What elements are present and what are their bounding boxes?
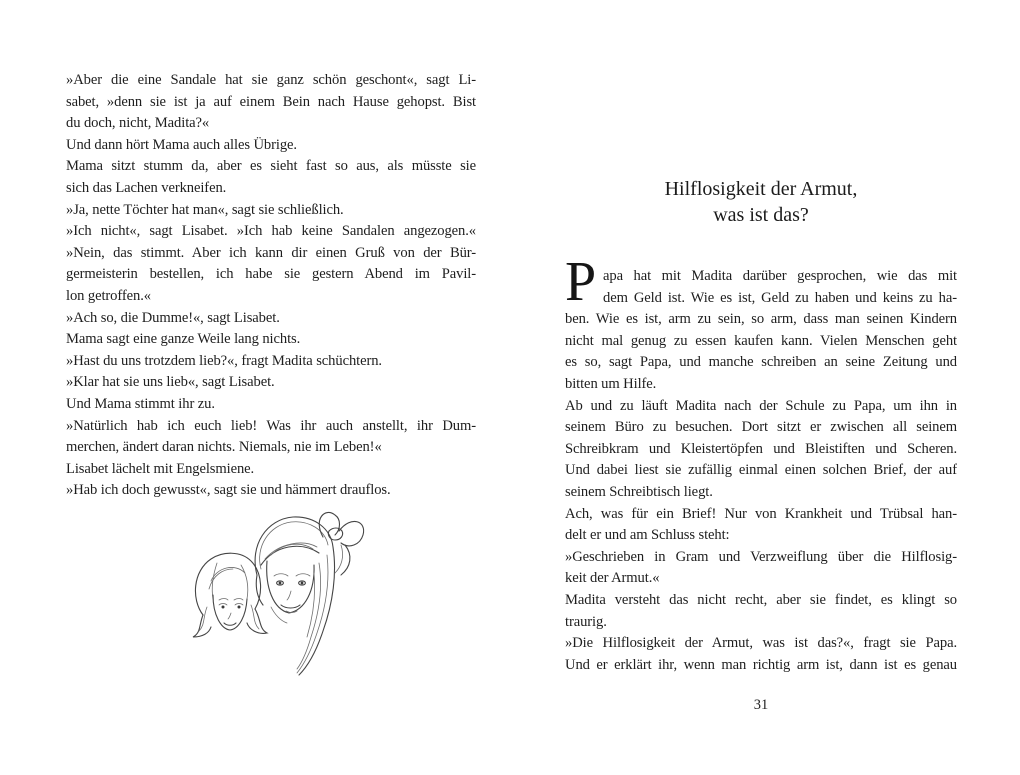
text-line: nicht mal genug zu essen kaufen kann. Vielen Menschen geht: [565, 332, 957, 349]
two-girls-illustration: [183, 503, 395, 679]
text-line: Lisabet lächelt mit Engelsmiene.: [66, 460, 255, 477]
text-line: Und dann hört Mama auch alles Übrige.: [66, 136, 297, 153]
text-line: apa hat mit Madita darüber gesprochen, wie das mit: [603, 268, 957, 284]
text-line: »Nein, das stimmt. Aber ich kann dir einen Gruß von der Bür-: [66, 244, 476, 261]
text-line: »Natürlich hab ich euch lieb! Was ihr auch anstellt, ihr Dum-: [66, 417, 476, 434]
text-line: germeisterin bestellen, ich habe sie gestern Abend im Pavil-: [66, 266, 476, 283]
text-line: dem Geld ist. Wie es ist, Geld zu haben und keins zu ha-: [603, 289, 957, 306]
two-girls-sketch-svg: [183, 503, 395, 679]
chapter-heading-line2: was ist das?: [713, 204, 809, 226]
text-line: sabet, »denn sie ist ja auf einem Bein nach Hause gehopst. Bist: [66, 93, 476, 110]
chapter-heading-line1: Hilflosigkeit der Armut,: [664, 178, 858, 200]
text-line: seinem Büro zu besuchen. Dort sitzt er zwischen all seinem: [565, 419, 957, 436]
text-line: Und Mama stimmt ihr zu.: [66, 395, 215, 412]
left-page-text: [66, 70, 476, 502]
page-number: 31: [753, 697, 769, 713]
text-line: es so, sagt Papa, und manche schreiben an seine Zeitung und: [565, 354, 957, 371]
text-line: »Hab ich doch gewusst«, sagt sie und hämmert drauflos.: [66, 482, 391, 499]
text-line: bitten um Hilfe.: [565, 375, 657, 392]
text-line: lon getroffen.«: [66, 287, 151, 304]
chapter-heading: [565, 176, 957, 228]
text-line: »Ja, nette Töchter hat man«, sagt sie schließlich.: [66, 201, 344, 218]
text-line: »Die Hilflosigkeit der Armut, was ist das?«, fragt sie Papa.: [565, 635, 957, 652]
text-line: »Klar hat sie uns lieb«, sagt Lisabet.: [66, 374, 275, 391]
text-line: Madita versteht das nicht recht, aber sie findet, es klingt so: [565, 591, 957, 608]
text-line: Ab und zu läuft Madita nach der Schule zu Papa, um ihn in: [565, 397, 957, 414]
text-line: ben. Wie es ist, arm zu sein, so arm, dass man seinen Kindern: [565, 311, 957, 328]
big-girl-sketch: [255, 512, 364, 675]
text-line: »Hast du uns trotzdem lieb?«, fragt Madita schüchtern.: [66, 352, 382, 369]
text-line: traurig.: [565, 613, 607, 630]
right-page-text: [565, 266, 957, 676]
text-line: »Ach so, die Dumme!«, sagt Lisabet.: [66, 309, 280, 326]
text-line: Und er erklärt ihr, wenn man richtig arm ist, dann ist es genau: [565, 656, 957, 673]
text-line: Mama sitzt stumm da, aber es sieht fast so aus, als müsste sie: [66, 158, 476, 175]
text-line: keit der Armut.«: [565, 570, 660, 587]
right-page-body: [565, 251, 957, 676]
text-line: Und dabei liest sie zufällig einmal einen solchen Brief, der auf: [565, 462, 957, 479]
text-line: seinem Schreibtisch liegt.: [565, 483, 713, 500]
text-line: delt er und am Schluss steht:: [565, 527, 730, 544]
text-line: sich das Lachen verkneifen.: [66, 179, 227, 196]
text-line: »Geschrieben in Gram und Verzweiflung über die Hilflosig-: [565, 548, 957, 565]
text-line: Mama sagt eine ganze Weile lang nichts.: [66, 331, 301, 348]
text-line: »Aber die eine Sandale hat sie ganz schön geschont«, sagt Li-: [66, 72, 476, 88]
little-girl-sketch: [193, 553, 267, 637]
text-line: du doch, nicht, Madita?«: [66, 115, 210, 132]
text-line: »Ich nicht«, sagt Lisabet. »Ich hab keine Sandalen angezogen.«: [66, 223, 476, 240]
text-line: Schreibkram und Kleistertöpfen und Bleistiften und Scheren.: [565, 440, 957, 457]
text-line: Ach, was für ein Brief! Nur von Krankheit und Trübsal han-: [565, 505, 957, 522]
drop-cap: P: [565, 251, 597, 313]
text-line: merchen, ändert daran nichts. Niemals, nie im Leben!«: [66, 439, 382, 456]
